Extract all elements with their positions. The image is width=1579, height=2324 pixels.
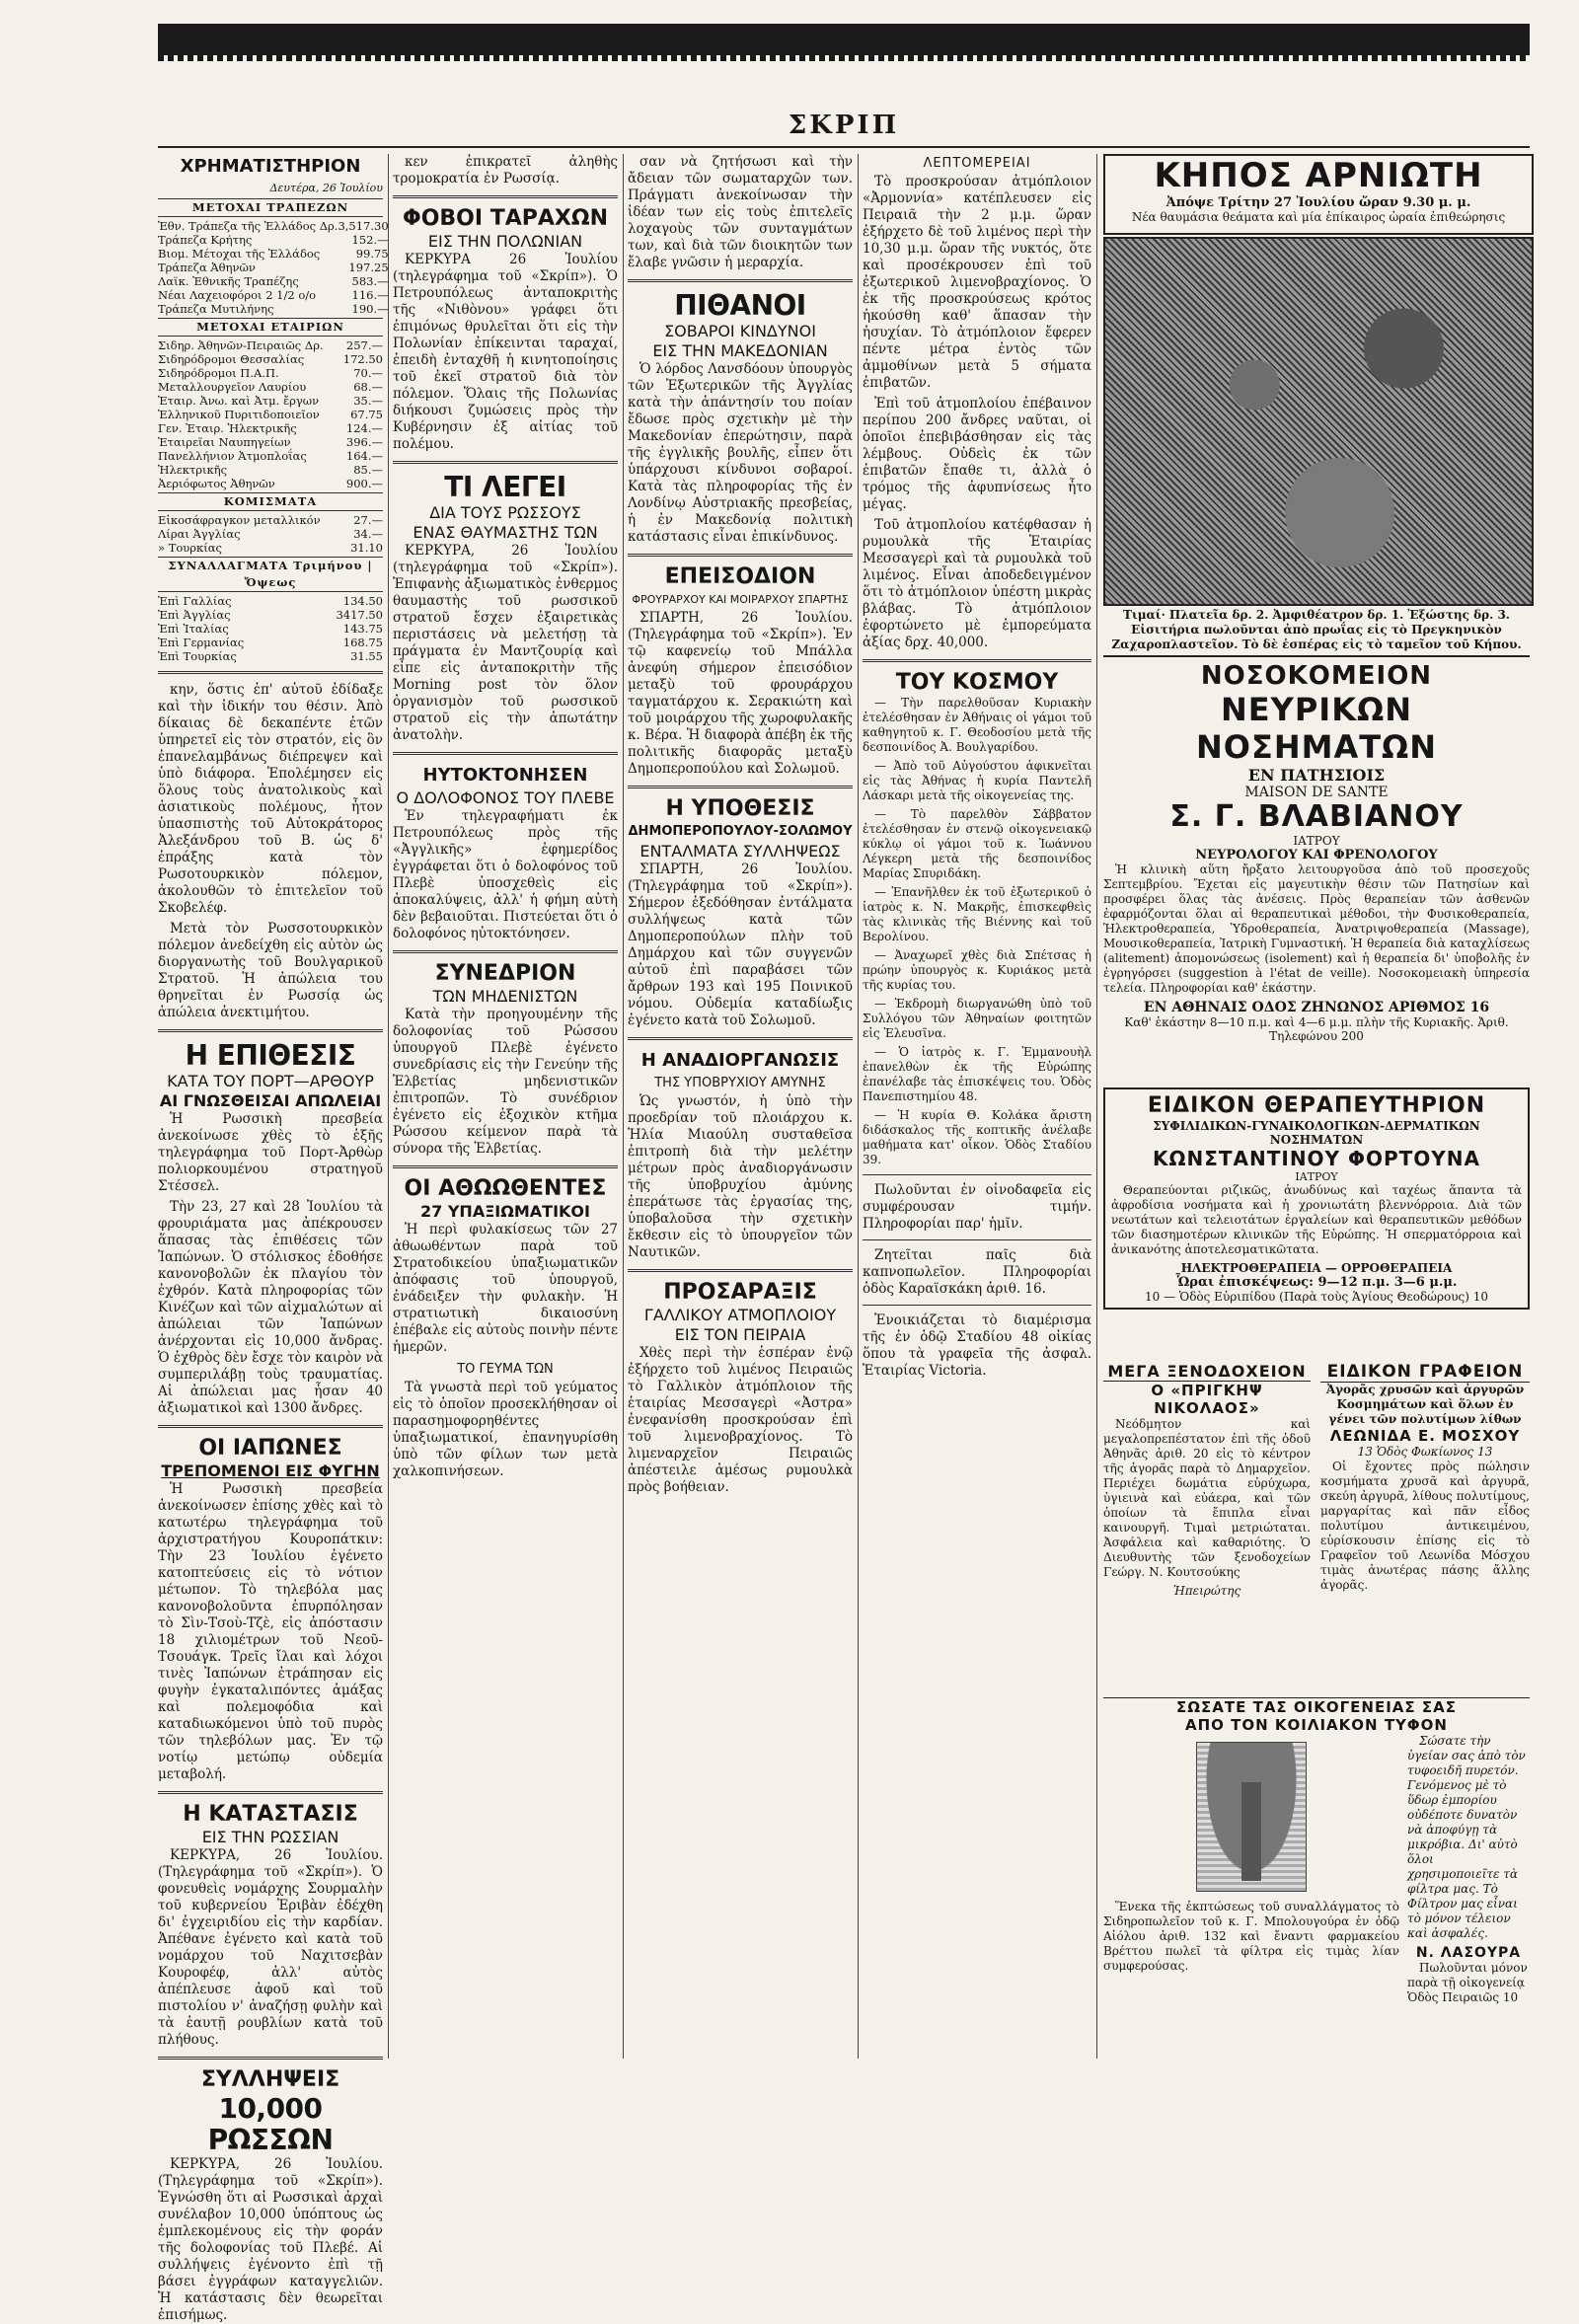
column-divider [1096, 154, 1097, 2059]
garden-illustration [1103, 237, 1534, 606]
ad-title: ΣΩΣΑΤΕ ΤΑΣ ΟΙΚΟΓΕΝΕΙΑΣ ΣΑΣ [1103, 1697, 1530, 1716]
article-text: Ἐν τηλεγραφήματι ἐκ Πετρουπόλεως πρὸς τῆς «Ἀγγλικῆς» ἐφημερίδος ἐγγράφεται ὅτι ὁ δολοφόνος τοῦ Πλεβὲ ὑποσχεθεὶς εἰς ἀποκαλύψεις, ἀλλ' ἡ φήμη αὐτὴ δὲν βεβαιοῦται. Πιστεύεται ὅτι ὁ δολοφόνος ηὐτοκτόνησεν. [393, 808, 618, 941]
article-text: Τὸ προσκρούσαν ἀτμόπλοιον «Ἀρμοννία» κατέπλευσεν εἰς Πειραιᾶ τὴν 2 μ.μ. ὥραν ἐξήρχετο δὲ τοῦ λιμένος περὶ τὴν 10,30 μ.μ. ὥραν τῆς νυκτός, ὅτε καὶ προσέκρουσεν ἐπὶ τοῦ ἐξωτερικοῦ λιμενοβραχίονος. Ὁ ἐκ τῆς προσκρούσεως κρότος ἠκούσθη καθ' ἅπασαν τὴν ἡσυχίαν. Τὸ ἀτμόπλοιον ἔφερεν πέντε μέτρα ἐντὸς τῶν ἀμμοθίνων μετὰ 5 σήματα ἐπιβατῶν. [863, 174, 1091, 391]
ad-title: ΝΕΥΡΙΚΩΝ ΝΟΣΗΜΑΤΩΝ [1195, 691, 1438, 766]
table-row: Ἑλληνικοῦ Πυριτιδοποιεῖον 67.75 [158, 408, 383, 421]
banks-table [158, 219, 389, 316]
ad-hotel [1103, 1362, 1311, 1599]
table-row: Ἐθν. Τράπεζα τῆς Ἑλλάδος Δρ. 3,517.30 [158, 219, 389, 233]
table-row: Σιδηρόδρομοι Π.Α.Π. 70.— [158, 366, 383, 380]
article-text: Τὰ γνωστὰ περὶ τοῦ γεύματος εἰς τὸ ὁποῖον προσεκλήθησαν οἱ παρασημοφορηθέντες ὑπαξιωματικοί, ἐπανηγυρίσθη ὑπὸ τῶν φίλων των μετὰ χαλκοπινήσεων. [393, 1380, 618, 1479]
article-text: ΚΕΡΚΥΡΑ, 26 Ἰουλίου. (Τηλεγράφημα τοῦ «Σκρίπ»). Ἐγνώσθη ὅτι αἱ Ρωσσικαὶ ἀρχαὶ συνέλαβον 10,000 ὑπόπτους ὡς ἐμπλεκομένους εἰς τὴν φοράν τῆς δολοφονίας τοῦ Πλεβέ. Αἱ συλλήψεις ἐγένοντο ἐπὶ τῇ βάσει ἐγγράφων καταγγελιῶν. Ἡ κατάστασις δὲν θεωρεῖται ἐπισήμως. [158, 2156, 383, 2323]
ad-title: Ο «ΠΡΙΓΚΗΨ ΝΙΚΟΛΑΟΣ» [1151, 1382, 1263, 1417]
list-item: — Ἀπὸ τοῦ Αὐγούστου ἀφικνεῖται εἰς τὰς Ἀθήνας ἡ κυρία Παντελῆ Λάσκαρι μετὰ τῆς οἰκογενείας της. [863, 759, 1091, 802]
article-text: κην, ὅστις ἐπ' αὐτοῦ ἐδίδαξε καὶ τὴν ἰδικήν του θέσιν. Ἀπὸ δίκαιας δὲ δεκαπέντε ἐτῶν ὑπηρετεῖ εἰς τὸν στρατόν, εἰς ὃν ἐπανελαμβάνως διέπρεψεν καὶ ὑπὸ διάφορα. Ἐπολέμησεν εἰς ὅλους τοὺς ἀνατολικοὺς καὶ ἀσιατικοὺς πολέμους, ἦτον ὑπασπιστὴς τοῦ Αὐτοκράτορος Ἀλεξάνδρου τοῦ Β. ὡς δ' ἐπράξης κατὰ τὸν Ρωσοτουρκικὸν πόλεμον, ἀκολουθῶν τὸ ἐπιτελεῖον τοῦ Σκοβελέφ. [158, 682, 383, 916]
ad-text: Θεραπεύονται ριζικῶς, ἀνωδύνως καὶ ταχέως ἅπαντα τὰ ἀφροδίσια νοσήματα καὶ ἡ χρονιωτάτη βλεννόρροια. Διὰ τῶν νεωτάτων καὶ τελειοτάτων ἐργαλείων καὶ θεραπευτικῶν μεθόδων τῶν διασημοτέρων κλινικῶν τῆς Εὐρώπης. Ἡ σπερματόρροια καὶ ἀνικανότης ἀποτελεσματικῶτατα. [1111, 1183, 1522, 1256]
ad-title: ΜΕΓΑ ΞΕΝΟΔΟΧΕΙΟΝ [1103, 1362, 1311, 1382]
ad-line: 10 — Ὁδὸς Εὐριπίδου (Παρὰ τοὺς Ἁγίους Θεοδώρους) 10 [1144, 1290, 1489, 1304]
masthead: ΣΚΡΙΠ [788, 111, 900, 140]
table-row: Λαϊκ. Ἐθνικῆς Τραπέζης 583.— [158, 274, 389, 288]
companies-table [158, 338, 383, 490]
ad-kipos-prices: Τιμαί· Πλατεῖα δρ. 2. Ἀμφιθέατρον δρ. 1. Ἐξώστης δρ. 3. Εἰσιτήρια πωλοῦνται ἀπὸ πρωΐας εἰς τὸ Πρεγκηνικὸν Ζαχαροπλαστεῖον. Τὸ δὲ ἑσπέρας εἰς τὸ ταμεῖον τοῦ Κήπου. [1111, 608, 1522, 651]
top-black-band [158, 24, 1530, 55]
classified-notice: Ἐνοικιάζεται τὸ διαμέρισμα τῆς ἐν ὁδῷ Σταδίου 48 οἰκίας ὅπου τὰ γραφεῖα τῆς ἀσφαλ. Ἑταιρίας Victoria. [863, 1312, 1091, 1379]
table-row: Τράπεζα Ἀθηνῶν 197.25 [158, 261, 389, 274]
ad-text: Σώσατε τὴν ὑγείαν σας ἀπὸ τὸν τυφοειδῆ πυρετόν. Γενόμενος μὲ τὸ ὕδωρ ἐμπορίου οὐδέποτε δυνατὸν νὰ ἀποφύγῃ τὰ μικρόβια. Δι' αὐτὸ ὅλοι χρησιμοποιεῖτε τὰ φίλτρα μας. Τὸ Φίλτρον μας εἶναι τὸ μόνον τέλειον καὶ ἀσφαλές. [1407, 1734, 1526, 1940]
subheadline: ΕΙΣ ΤΗΝ ΠΟΛΩΝΙΑΝ [427, 232, 583, 251]
table-row: Ἀεριόφωτος Ἀθηνῶν 900.— [158, 477, 383, 490]
table-row: Ἑταιρεῖαι Ναυπηγείων 396.— [158, 435, 383, 449]
subheadline: ΤΩΝ ΜΗΔΕΝΙΣΤΩΝ [432, 987, 578, 1006]
column-divider [388, 154, 389, 2059]
masthead-rule [158, 146, 1530, 148]
subheadline: ΕΙΣ ΤΗΝ ΡΩΣΣΙΑΝ [201, 1828, 339, 1846]
ad-line: ΕΝ ΠΑΤΗΣΙΟΙΣ [1247, 766, 1386, 785]
table-row: Ἐπὶ Γαλλίας 134.50 [158, 594, 383, 608]
article-text: ΣΠΑΡΤΗ, 26 Ἰουλίου. (Τηλεγράφημα τοῦ «Σκρίπ»). Ἐν τῷ καφενείῳ τοῦ Μπάλλα ἀνεφύη σήμερον ἐπεισόδιον μεταξὺ τοῦ φρουράρχου ταγματάρχου κ. Σερακιώτη καὶ τοῦ μοιράρχου τῆς χωροφυλακῆς κ. Βέρα. Ἡ διαφορὰ ἀπέβη ἐκ τῆς πολιτικῆς διαφορᾶς μεταξὺ Δημοπεροπούλου καὶ Σολωμοῦ. [628, 610, 853, 777]
ad-text: Νεόδμητον καὶ μεγαλοπρεπέστατον ἐπὶ τῆς ὁδοῦ Ἀθηνᾶς ἀριθ. 20 εἰς τὸ κέντρον τῆς ἀγορᾶς παρὰ τὸ Δημαρχεῖον. Περιέχει δωμάτια εὐρύχωρα, ὑγιεινὰ καὶ εὐάερα, καὶ τῶν ὁποίων τὰ ἔπιπλα εἶναι καινουργῆ. Τιμαὶ μετριώταται. Ἀσφάλεια καὶ καθαριότης. Ὁ Διευθυντὴς τῶν ξενοδοχείων Γεώργ. Ν. Κουτσούκης [1103, 1417, 1311, 1579]
table-row: Εἰκοσάφραγκον μεταλλικόν 27.— [158, 513, 383, 527]
table-row: Ἐπὶ Ἀγγλίας 3417.50 [158, 608, 383, 622]
ad-kipos-arnioti [1103, 154, 1534, 235]
table-row: » Τουρκίας 31.10 [158, 541, 383, 555]
table-row: Ἐπὶ Τουρκίας 31.55 [158, 649, 383, 663]
column-1 [158, 154, 389, 2323]
ad-text: Ἡ κλινικὴ αὕτη ἤρξατο λειτουργοῦσα ἀπὸ τοῦ προσεχοῦς Σεπτεμβρίου. Ἔχεται εἰς μαγευτικὴν θέσιν τῶν Πατησίων καὶ προσφέρει ὅλας τὰς ἀνέσεις. Πρὸς θεραπείαν τῶν ἀσθενῶν ἐφαρμόζονται ὅλαι αἱ θεραπευτικαὶ μέθοδοι, τὴν Φυσικοθεραπεία, Ἡλεκτροθεραπεία, Ὑδροθεραπεία, Ἀνατριψοθεραπεία (Massage), Μουσικοθεραπεία, Ἰατρικὴ Γυμναστική. Ἡ θεραπεία διὰ καταχλίσεως (alitement) ἀπομονώσεως (isolement) καὶ ἡ θεραπεία δι' ὑποβολῆς ἐν ἐγρηγόρσει (suggestion à l'état de veille). Νοσοκομειακὴ ὑπηρεσία τελεία. Πληροφορίαι καθ' ἑκάστην. [1103, 862, 1530, 995]
headline: Η ΚΑΤΑΣΤΑΣΙΣ [183, 1802, 358, 1827]
article-text: Ὁ λόρδος Λανσδόουν ὑπουργὸς τῶν Ἐξωτερικῶν τῆς Ἀγγλίας κατὰ τὴν ἀπάντησίν του ποίαν ἔδωσε πρὸς σχετικὴν μὲ τὴν Μακεδονίαν ἐπερώτησιν, παρὰ τῆς ἐγγλικῆς βουλῆς, εἶπεν ὅτι ὑπάρχουσι κίνδυνοι σοβαροί. Κατὰ τὰς πληροφορίας τῆς ἐν Λονδίνῳ Αὐστριακῆς πρεσβείας, ἡ ἐν Μακεδονίᾳ πολιτικὴ κατάστασις εἶναι ἐπικίνδυνος. [628, 361, 853, 545]
list-item: — Ἡ κυρία Θ. Κολάκα ἄριστη διδάσκαλος τῆς κοπτικῆς ἀνέλαβε μαθήματα κατ' οἶκον. Ὁδὸς Σταδίου 39. [863, 1108, 1091, 1166]
article-text: Μετὰ τὸν Ρωσσοτουρκικὸν πόλεμον ἀνεδείχθη εἰς αὐτὸν ὡς διοργανωτὴς τοῦ Βουλγαρικοῦ Στρατοῦ. Ἡ ἀπώλεια του θρηνεῖται ἐν Ρωσσίᾳ ὡς ἀπώλεια ἀνεκτιμήτου. [158, 921, 383, 1020]
article-text: ΚΕΡΚΥΡΑ, 26 Ἰουλίου. (Τηλεγράφημα τοῦ «Σκρίπ»). Ὁ φονευθεὶς νομάρχης Σουρμαλὴν τοῦ κυβερνείου Ἐριβὰν ἐδέχθη δι' ἐγχειριδίου εἰς τὴν καρδίαν. Ἀπέθανε ἐγένετο καὶ κατὰ τοῦ νομάρχου τοῦ Ναχιτσεβὰν Κουροφέφ, ἀλλ' αὐτὸς ἀπέπλευσε ἀφοῦ καὶ τοῦ πιστολίου ν' ἀναζήσῃ φυλὴν καὶ τὰ ἑαυτῇ ρουβλίων κατὰ τοῦ πλήθους. [158, 1847, 383, 2048]
ad-title: ΚΩΝΣΤΑΝΤΙΝΟΥ ΦΟΡΤΟΥΝΑ [1152, 1147, 1481, 1170]
article-text: Χθὲς περὶ τὴν ἑσπέραν ἐνῷ ἐξήρχετο τοῦ λιμένος Πειραιῶς τὸ Γαλλικὸν ἀτμόπλοιον τῆς ἑταιρίας Μεσσαγερὶ «Ἀστρα» ἐνεφανίσθη προσκρούσαν ἐπὶ τοῦ λιμενοβραχίονος. Τὸ λιμεναρχεῖον Πειραιῶς ἀπέστειλε ἀμέσως ρυμουλκὰ πρὸς βοήθειαν. [628, 1345, 853, 1495]
headline: ΣΥΛΛΗΨΕΙΣ [200, 2067, 340, 2092]
subheadline: Ο ΔΟΛΟΦΟΝΟΣ ΤΟΥ ΠΛΕΒΕ [396, 788, 615, 807]
ad-line: ΕΝ ΑΘΗΝΑΙΣ ΟΔΟΣ ΖΗΝΩΝΟΣ ΑΡΙΘΜΟΣ 16 [1143, 1000, 1490, 1015]
list-item: — Ἐπανῆλθεν ἐκ τοῦ ἐξωτερικοῦ ὁ ἰατρὸς κ. Ν. Μακρῆς, ἐπισκεφθεὶς τὰς κλινικὰς τῆς Βιέννης καὶ τοῦ Βερολίνου. [863, 885, 1091, 943]
ad-title: ΛΕΩΝΙΔΑ Ε. ΜΟΣΧΟΥ [1329, 1427, 1521, 1445]
ad-line: Ἀπόψε Τρίτην 27 Ἰουλίου ὥραν 9.30 μ. μ. [1165, 195, 1471, 210]
column-3 [628, 154, 853, 2059]
top-band-edge [158, 55, 1530, 61]
headline: Η ΕΠΙΘΕΣΙΣ [185, 1039, 356, 1072]
ad-office [1320, 1362, 1530, 1597]
subheadline: ΣΟΒΑΡΟΙ ΚΙΝΔΥΝΟΙ [664, 322, 816, 340]
article-text: Ἡ Ρωσσικὴ πρεσβεία ἀνεκοίνωσεν ἐπίσης χθὲς καὶ τὸ κατωτέρω τηλεγράφημα τοῦ ἀρχιστρατήγου Κουροπάτκιν: Τὴν 23 Ἰουλίου ἐγένετο κατοπτεύσεις εἰς τὸ νότιον μέτωπον. Τὸ τηλεβόλα μας κανονοβολοῦντα ἐπυρπόλησαν τὸ Σὶν-Τσοὺ-Τζὲ, εἰς ἀπόστασιν 18 χιλιομέτρων τοῦ Νεοῦ-Τσουάγκ. Τρεῖς ἴλαι καὶ λόχοι τινὲς Ἰαπώνων ἐτράπησαν εἰς φυγὴν ἐγκαταλιπόντες ἁμάξας καὶ πολεμοφόδια καὶ καταδιωκόμενοι ὑπὸ τοῦ πυρὸς τῶν τηλεβόλων μας. Ἐν τῷ νοτίῳ μετώπῳ οὐδεμία μεταβολή. [158, 1481, 383, 1782]
ad-text: Οἱ ἔχοντες πρὸς πώλησιν κοσμήματα χρυσᾶ καὶ ἀργυρᾶ, σκεύη ἀργυρᾶ, λίθους πολυτίμους, μαργαρίτας καὶ πᾶν εἶδος πολυτίμου ἀντικειμένου, εὑρίσκουσιν ἐπίσης εἰς τὸ Γραφεῖον τοῦ Λεωνίδα Μόσχου τιμὰς ἀνωτέρας πάσης ἄλλης ἀγορᾶς. [1320, 1460, 1530, 1592]
ad-title: ΑΠΟ ΤΟΝ ΚΟΙΛΙΑΚΟΝ ΤΥΦΟΝ [1185, 1716, 1448, 1734]
headline: ΟΙ ΙΑΠΩΝΕΣ [198, 1436, 342, 1461]
ad-line: 13 Ὁδὸς Φωκίωνος 13 [1357, 1445, 1493, 1459]
subheadline: ΚΑΤΑ ΤΟΥ ΠΟΡΤ—ΑΡΘΟΥΡ [167, 1072, 374, 1090]
article-text: Ὡς γνωστόν, ἡ ὑπὸ τὴν προεδρίαν τοῦ πλοιάρχου κ. Ἠλία Μιαούλη συσταθεῖσα ἐπιτροπὴ διὰ τὴν μελέτην μέτρων πρὸς ἀναδιοργάνωσιν τῆς ὑποβρυχίου ἀμύνης ἐπεράτωσε τὰς ἐργασίας της, ὑποβαλοῦσα τὴν σχετικὴν ἔκθεσιν εἰς τὸ ὑπουργεῖον τῶν Ναυτικῶν. [628, 1093, 853, 1260]
subheadline: ΕΝΤΑΛΜΑΤΑ ΣΥΛΛΗΨΕΩΣ [639, 842, 841, 861]
table-row: Μεταλλουργεῖον Λαυρίου 68.— [158, 380, 383, 394]
ad-line: ΙΑΤΡΟΥ [1295, 1170, 1338, 1183]
classified-notice: Ζητεῖται παῖς διὰ καπνοπωλεῖον. Πληροφορίαι ὁδὸς Καραϊσκάκη ἀριθ. 16. [863, 1247, 1091, 1297]
exchange-title: ΧΡΗΜΑΤΙΣΤΗΡΙΟΝ [180, 156, 361, 177]
headline: ΦΟΒΟΙ ΤΑΡΑΧΩΝ [403, 206, 608, 231]
ad-line: ΙΑΤΡΟΥ [1293, 834, 1340, 848]
subheadline: ΕΙΣ ΤΟΝ ΠΕΙΡΑΙΑ [674, 1325, 806, 1344]
table-row: Λίραι Ἀγγλίας 34.— [158, 527, 383, 541]
table-row: Πανελλήνιον Ἀτμοπλοΐας 164.— [158, 449, 383, 463]
article-text: ΣΠΑΡΤΗ, 26 Ἰουλίου. (Τηλεγράφημα τοῦ «Σκρίπ»). Σήμερον ἐξεδόθησαν ἐντάλματα συλλήψεως κατὰ τῶν Δημοπεροπούλων πλὴν τοῦ Δημάρχου καὶ τῶν συγγενῶν αὐτοῦ ἐπὶ παραβάσει τῶν ἄρθρων 193 καὶ 195 Ποινικοῦ νόμου. Οὐδεμία καταδίωξις ἐγένετο κατὰ τοῦ Σολωμοῦ. [628, 862, 853, 1028]
column-divider [858, 154, 859, 2059]
ad-line: ΗΛΕΚΤΡΟΘΕΡΑΠΕΙΑ — ΟΡΡΟΘΕΡΑΠΕΙΑ [1180, 1261, 1453, 1275]
ad-line: MAISON DE SANTE [1244, 785, 1389, 800]
headline: ΤΙ ΛΕΓΕΙ [444, 471, 566, 503]
ad-text: Πωλοῦνται μόνον παρὰ τῇ οἰκογενείᾳ Ὁδὸς Πειραιῶς 10 [1407, 1961, 1528, 2004]
ad-line: Νέα θαυμάσια θεάματα καὶ μία ἐπίκαιρος ὡραία ἐπιθεώρησις [1131, 210, 1506, 224]
ad-line: Ἠπειρώτης [1172, 1584, 1241, 1598]
subheadline: 27 ΥΠΑΞΙΩΜΑΤΙΚΟΙ [420, 1202, 590, 1221]
list-item: — Τὸ παρελθὸν Σάββατον ἐτελέσθησαν ἐν στενῷ οἰκογενειακῷ κύκλῳ οἱ γάμοι τοῦ κ. Ἰωάννου Λέγκερη μετὰ τῆς δεσποινίδος Μαρίας Σπυριδάκη. [863, 807, 1091, 880]
headline: Η ΥΠΟΘΕΣΙΣ [665, 796, 815, 821]
table-row: Τράπεζα Μυτιλήνης 190.— [158, 302, 389, 316]
column-2 [393, 154, 618, 2059]
column-4 [863, 154, 1091, 2059]
subheadline: ΛΕΠΤΟΜΕΡΕΙΑΙ [923, 156, 1031, 171]
headline: ΠΙΘΑΝΟΙ [674, 289, 806, 322]
subheadline: ΦΡΟΥΡΑΡΧΟΥ ΚΑΙ ΜΟΙΡΑΡΧΟΥ ΣΠΑΡΤΗΣ [632, 593, 849, 606]
headline: ΣΥΝΕΔΡΙΟΝ [434, 961, 576, 986]
headline: 10,000 ΡΩΣΣΩΝ [207, 2092, 334, 2156]
banks-head: ΜΕΤΟΧΑΙ ΤΡΑΠΕΖΩΝ [158, 198, 383, 217]
table-row: Σιδηρ. Ἀθηνῶν-Πειραιῶς Δρ. 257.— [158, 338, 383, 352]
ad-title: ΕΙΔΙΚΟΝ ΓΡΑΦΕΙΟΝ [1320, 1362, 1530, 1383]
ad-title: ΕΙΔΙΚΟΝ ΘΕΡΑΠΕΥΤΗΡΙΟΝ [1147, 1093, 1486, 1118]
subheadline: ΓΑΛΛΙΚΟΥ ΑΤΜΟΠΛΟΙΟΥ [643, 1306, 837, 1324]
list-item: — Τὴν παρελθοῦσαν Κυριακὴν ἐτελέσθησαν ἐν Ἀθήναις οἱ γάμοι τοῦ καθηγητοῦ κ. Γ. Θεοδοσίου μετὰ τῆς δεσποινίδος Ἀ. Βουλγαρίδου. [863, 696, 1091, 754]
list-item: — Ἀναχωρεῖ χθὲς διὰ Σπέτσας ἡ πρώην ὑπουργὸς κ. Κυριάκος μετὰ τῆς κυρίας του. [863, 948, 1091, 992]
ad-title: ΝΟΣΟΚΟΜΕΙΟΝ [1200, 661, 1433, 691]
ad-text: Ἕνεκα τῆς ἐκπτώσεως τοῦ συναλλάγματος τὸ Σιδηροπωλεῖον τοῦ κ. Γ. Μπολουγούρα ἐν ὁδῷ Αἰόλου ἀριθ. 132 καὶ ἔναντι φαρμακείου Βρέττου πωλεῖ τὰ φίλτρα εἰς τιμὰς λίαν συμφερούσας. [1103, 1900, 1399, 1973]
companies-head: ΜΕΤΟΧΑΙ ΕΤΑΙΡΙΩΝ [158, 318, 383, 337]
fx-head: ΣΥΝΑΛΛΑΓΜΑΤΑ Τριμήνου | Ὄψεως [158, 557, 383, 592]
list-item: — Ἐκδρομὴ διωργανώθη ὑπὸ τοῦ Συλλόγου τῶν Ἀθηναίων φοιτητῶν εἰς Ἐλευσῖνα. [863, 997, 1091, 1040]
article-text: Τοῦ ἀτμοπλοίου κατέφθασαν ἡ ρυμουλκὰ τῆς Ἑταιρίας Μεσσαγερὶ καὶ τὰ ρυμουλκὰ τοῦ λιμένος. Εἶναι ἀποδεδειγμένον ὅτι τὸ ἀτμόπλοιον ὑπέστη μικρὰς βλάβας. Τὸ ἀτμόπλοιον ἐφορτώνετο μὲ ἐμπορεύματα ἀξίας δρχ. 40,000. [863, 517, 1091, 650]
table-row: Νέαι Λαχειοφόροι 2 1/2 ο/ο 116.— [158, 288, 389, 302]
article-text: Ἡ Ρωσσικὴ πρεσβεία ἀνεκοίνωσε χθὲς τὸ ἑξῆς τηλεγράφημα τοῦ Πορτ-Ἀρθὼρ πολιορκουμένου στρατηγοῦ Στέσσελ. [158, 1111, 383, 1194]
article-text: ΚΕΡΚΥΡΑ, 26 Ἰουλίου (τηλεγράφημα τοῦ «Σκρίπ»). Ἐπιφανὴς ἀξιωματικὸς ἐνθερμος θαυμαστὴς τοῦ ρωσσικοῦ στρατοῦ ἔσχεν ἐξαιρετικὰς περιστάσεις νὰ μελετήσῃ τὰ πράγματα ἐν Μαντζουρίᾳ καὶ εἶπε εἰς ἀνταποκριτὴν τῆς Morning post τὸν ὅλον ὀργανισμὸν τοῦ ρωσσικοῦ στρατοῦ εἰς τὴν ἀπωτάτην ἀνατολὴν. [393, 543, 618, 743]
ad-line: Ὧραι ἐπισκέψεως: 9—12 π.μ. 3—6 μ.μ. [1175, 1275, 1458, 1290]
subheadline: ΔΙΑ ΤΟΥΣ ΡΩΣΣΟΥΣ [429, 503, 581, 522]
ad-title: Ν. ΛΑΣΟΥΡΑ [1415, 1945, 1522, 1961]
list-item: — Ὁ ἰατρὸς κ. Γ. Ἐμμανουὴλ ἐπανελθὼν ἐκ τῆς Εὐρώπης ἐπανέλαβε τὰς ἐπισκέψεις του. Ὁδὸς Πανεπιστημίου 48. [863, 1045, 1091, 1103]
subheadline: ΤΟ ΓΕΥΜΑ ΤΩΝ [457, 1362, 554, 1377]
ad-line: Καθ' ἑκάστην 8—10 π.μ. καὶ 4—6 μ.μ. πλὴν τῆς Κυριακῆς. Ἀριθ. Τηλεφώνου 200 [1124, 1015, 1509, 1043]
article-text: Ἡ περὶ φυλακίσεως τῶν 27 ἀθωωθέντων παρὰ τοῦ Στρατοδικείου ὑπαξιωματικῶν ἀπόφασις τοῦ ὑπουργοῦ, ἐνάδειξεν τὴν φυλακὴν. Ἡ στρατιωτικὴ δικαιοσύνη ἐπέβαλε εἰς αὐτοὺς ποινὴν πέντε ἡμερῶν. [393, 1222, 618, 1355]
ad-line: ΣΥΦΙΛΙΔΙΚΩΝ-ΓΥΝΑΙΚΟΛΟΓΙΚΩΝ-ΔΕΡΜΑΤΙΚΩΝ ΝΟΣΗΜΑΤΩΝ [1153, 1119, 1480, 1147]
article-text: Ἐπὶ τοῦ ἀτμοπλοίου ἐπέβαινον περίπου 200 ἄνδρες ναῦται, οἱ ὁποῖοι ἐπεβιβάσθησαν εἰς τὰς λέμβους. Οὐδεὶς ἐκ τῶν ἐπιβατῶν ἔπαθε τι, ἀλλὰ ὁ τρόμος τῆς ἀφυπνίσεως ἦτο μέγας. [863, 396, 1091, 512]
fx-table [158, 594, 383, 663]
ad-line: ΝΕΥΡΟΛΟΓΟΥ ΚΑΙ ΦΡΕΝΟΛΟΓΟΥ [1195, 848, 1438, 862]
water-filter-illustration [1196, 1742, 1307, 1892]
coins-head: ΚΟΜΙΣΜΑΤΑ [158, 492, 383, 511]
headline: ΤΟΥ ΚΟΣΜΟΥ [895, 670, 1059, 695]
headline: ΟΙ ΑΘΩΩΘΕΝΤΕΣ [404, 1176, 607, 1201]
article-text: Κατὰ τὴν προηγουμένην τῆς δολοφονίας τοῦ Ρώσσου ὑπουργοῦ Πλεβὲ ἐγένετο συνεδρίασις εἰς τὴν Γενεύην τῆς Ἑλβετίας μηδενιστικῶν ἐπιτροπῶν. Τὸ συνέδριον ἐγένετο εἰς ἐξοχικὸν κτῆμα Ρώσσου κείμενον παρὰ τὰ σύνορα τῆς Ἑλβετίας. [393, 1007, 618, 1157]
subheadline: ΤΗΣ ΥΠΟΒΡΥΧΙΟΥ ΑΜΥΝΗΣ [654, 1076, 826, 1090]
ad-line: Ἀγορᾶς χρυσῶν καὶ ἀργυρῶν Κοσμημάτων καὶ ὅλων ἐν γένει τῶν πολυτίμων λίθων [1325, 1383, 1525, 1426]
headline: ΠΡΟΣΑΡΑΞΙΣ [663, 1280, 817, 1305]
subheadline: ΤΡΕΠΟΜΕΝΟΙ ΕΙΣ ΦΥΓΗΝ [161, 1462, 380, 1480]
table-row: Ἠλεκτρικῆς 85.— [158, 463, 383, 477]
exchange-date: Δευτέρα, 26 Ἰουλίου [269, 182, 383, 194]
subheadline: ΑΙ ΓΝΩΣΘΕΙΣΑΙ ΑΠΩΛΕΙΑΙ [159, 1091, 382, 1110]
subheadline: ΕΝΑΣ ΘΑΥΜΑΣΤΗΣ ΤΩΝ [413, 523, 598, 542]
article-text: σαν νὰ ζητήσωσι καὶ τὴν ἄδειαν τῶν σωματαρχῶν των. Πράγματι ἀνεκοίνωσαν τὴν ἰδέαν των εἰς τοὺς ἐπιτελεῖς λοχαγοὺς τῶν συνταγμάτων των, καὶ διὰ τῶν διοικητῶν των ἔλαβε γνῶσιν ἡ μεραρχία. [628, 154, 853, 270]
table-row: Γεν. Ἑταιρ. Ἠλεκτρικῆς 124.— [158, 421, 383, 435]
table-row: Ἐπὶ Ἰταλίας 143.75 [158, 622, 383, 636]
table-row: Τράπεζα Κρήτης 152.— [158, 233, 389, 247]
ad-water-filter [1103, 1697, 1530, 2053]
ad-special-clinic [1103, 1087, 1530, 1310]
ad-clinic [1103, 655, 1530, 1043]
article-text: ΚΕΡΚΥΡΑ 26 Ἰουλίου (τηλεγράφημα τοῦ «Σκρίπ»). Ὁ Πετρουπόλεως ἀνταποκριτὴς τῆς «Νιθὸνου» γράφει ὅτι ἐπιμόνως θρυλεῖται ὅτι εἰς τὴν Πολωνίαν ἐπίκεινται ταραχαί, ἐπειδὴ ἐνταχθῆ ἡ κινητοποίησις τοῦ ἐκεῖ στρατοῦ διὰ τὸν πόλεμον. Ὅλαις τῆς Πολωνίας διήκουσι ζυμώσεις πρὸς τὴν Κυβέρνησιν ἐξ αἰτίας τοῦ πολέμου. [393, 252, 618, 452]
headline: ΕΠΕΙΣΟΔΙΟΝ [664, 564, 816, 589]
article-text: κεν ἐπικρατεῖ ἀληθὴς τρομοκρατία ἐν Ρωσσίᾳ. [393, 154, 618, 187]
ad-title: ΚΗΠΟΣ ΑΡΝΙΩΤΗ [1154, 156, 1483, 195]
table-row: Ἐπὶ Γερμανίας 168.75 [158, 636, 383, 649]
subheadline: ΔΗΜΟΠΕΡΟΠΟΥΛΟΥ-ΣΟΛΩΜΟΥ [628, 824, 853, 839]
table-row: Βιομ. Μέτοχαι τῆς Ἑλλάδος 99.75 [158, 247, 389, 261]
classified-notice: Πωλοῦνται ἐν οἰνοδαφεῖα εἰς συμφέρουσαν τιμήν. Πληροφορίαι παρ' ἡμῖν. [863, 1182, 1091, 1232]
article-text: Τὴν 23, 27 καὶ 28 Ἰουλίου τὰ φρουριάματα μας ἀπέκρουσεν ἅπασας τὰς ἐπιθέσεις τῶν Ἰαπώνων. Ὁ στόλισκος ἐδοθήσε κανονοβολῶν ἐκ πλαγίου τὸν ἐχθρόν. Κατὰ πληροφορίας τῶν Κινέζων καὶ τῶν αἰχμαλώτων αἱ ἀπώλειαι τῶν Ἰαπώνων ἀνέρχονται εἰς 10,000 ἄνδρας. Ὁ ἐχθρὸς δὲν ἔσχε τὸν καιρὸν νὰ συμπεριλάβῃ τοὺς τραυματίας. Αἱ ἀπώλειαι μας ἦσαν 40 ἀξιωματικοὶ καὶ 1300 ἄνδρες. [158, 1199, 383, 1416]
headline: Η ΑΝΑΔΙΟΡΓΑΝΩΣΙΣ [640, 1050, 840, 1071]
subheadline: ΕΙΣ ΤΗΝ ΜΑΚΕΔΟΝΙΑΝ [652, 341, 828, 360]
table-row: Ἑταιρ. Ἀνω. καὶ Ἀτμ. ἔργων 35.— [158, 394, 383, 408]
table-row: Σιδηρόδρομοι Θεσσαλίας 172.50 [158, 352, 383, 366]
headline: ΗΥΤΟΚΤΟΝΗΣΕΝ [422, 765, 588, 786]
coins-table [158, 513, 383, 555]
column-divider [623, 154, 624, 2059]
ad-title: Σ. Γ. ΒΛΑΒΙΑΝΟΥ [1169, 799, 1464, 834]
